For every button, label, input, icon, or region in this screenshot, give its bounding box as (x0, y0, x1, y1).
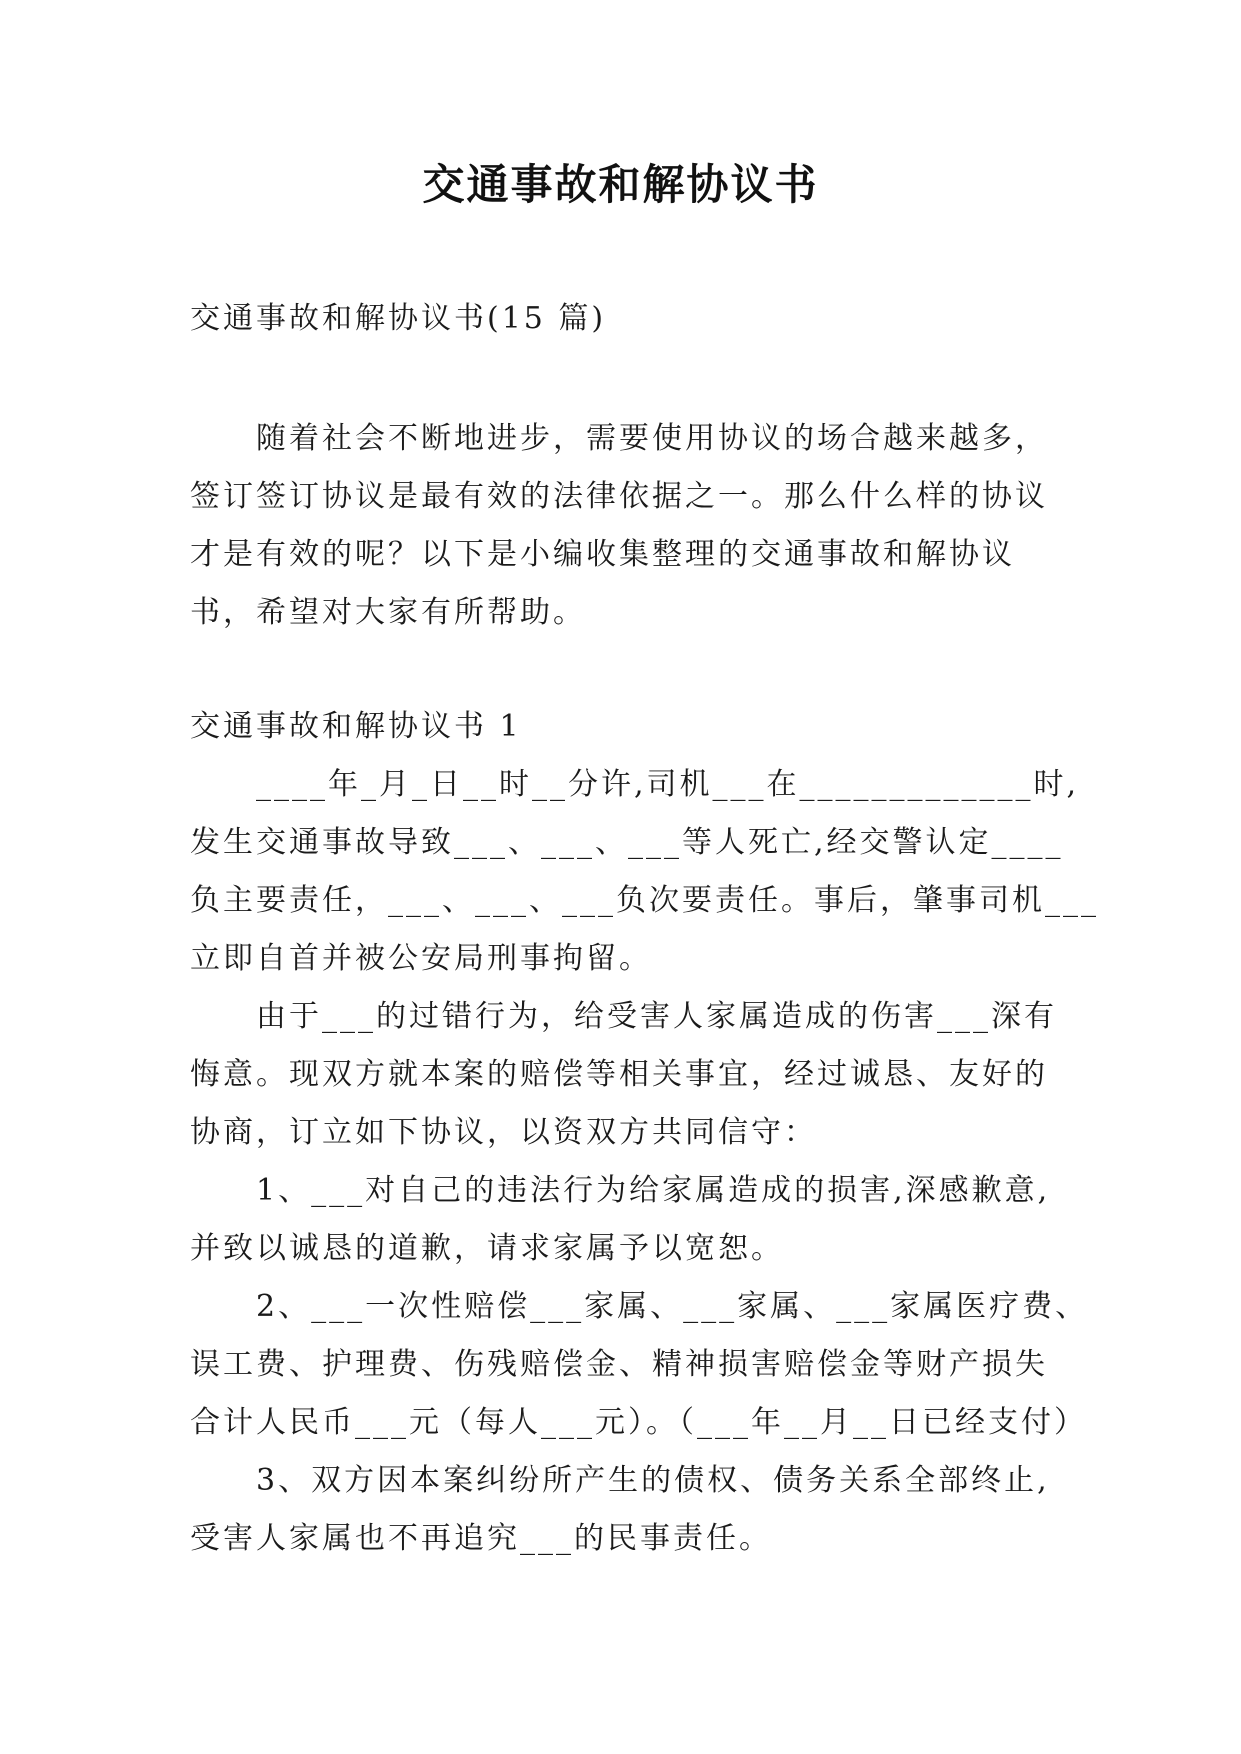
section-heading: 交通事故和解协议书 1 (190, 709, 522, 744)
intro-line: 随着社会不断地进步，需要使用协议的场合越来越多， (256, 421, 1048, 456)
paragraph-line: 并致以诚恳的道歉，请求家属予以宽恕。 (190, 1231, 784, 1266)
paragraph-line: 3、双方因本案纠纷所产生的债权、债务关系全部终止, (256, 1463, 1050, 1498)
agreement-item (190, 1162, 1070, 1278)
paragraph-line: 由于___的过错行为，给受害人家属造成的伤害___深有 (256, 999, 1057, 1034)
paragraph-line: 协商，订立如下协议，以资双方共同信守： (190, 1115, 817, 1150)
document-title: 交通事故和解协议书 (422, 160, 819, 209)
spacer (190, 642, 1070, 698)
intro-line: 签订签订协议是最有效的法律依据之一。那么什么样的协议 (190, 479, 1048, 514)
section-paragraph (190, 756, 1099, 988)
paragraph-line: ____年_月_日__时__分许,司机___在_____________时, (256, 767, 1080, 802)
paragraph-line: 立即自首并被公安局刑事拘留。 (190, 941, 652, 976)
collection-subtitle: 交通事故和解协议书(15 篇) (190, 301, 607, 336)
agreement-item (190, 1452, 1070, 1568)
paragraph-line: 发生交通事故导致___、___、___等人死亡,经交警认定____ (190, 825, 1064, 860)
document-body (190, 290, 1099, 1568)
agreement-item (190, 1278, 1089, 1452)
intro-line: 才是有效的呢？以下是小编收集整理的交通事故和解协议 (190, 537, 1015, 572)
paragraph-line: 受害人家属也不再追究___的民事责任。 (190, 1521, 772, 1556)
intro-line: 书，希望对大家有所帮助。 (190, 595, 586, 630)
paragraph-line: 负主要责任，___、___、___负次要责任。事后，肇事司机___ (190, 883, 1099, 918)
intro-paragraph (190, 410, 1070, 642)
paragraph-line: 1、___对自己的违法行为给家属造成的损害,深感歉意, (256, 1173, 1051, 1208)
paragraph-line: 误工费、护理费、伤残赔偿金、精神损害赔偿金等财产损失 (190, 1347, 1048, 1382)
spacer (190, 348, 1070, 410)
paragraph-line: 合计人民币___元（每人___元）。（___年__月__日已经支付） (190, 1405, 1087, 1440)
section-paragraph (190, 988, 1070, 1162)
paragraph-line: 悔意。现双方就本案的赔偿等相关事宜，经过诚恳、友好的 (190, 1057, 1048, 1092)
paragraph-line: 2、___一次性赔偿___家属、___家属、___家属医疗费、 (256, 1289, 1089, 1324)
